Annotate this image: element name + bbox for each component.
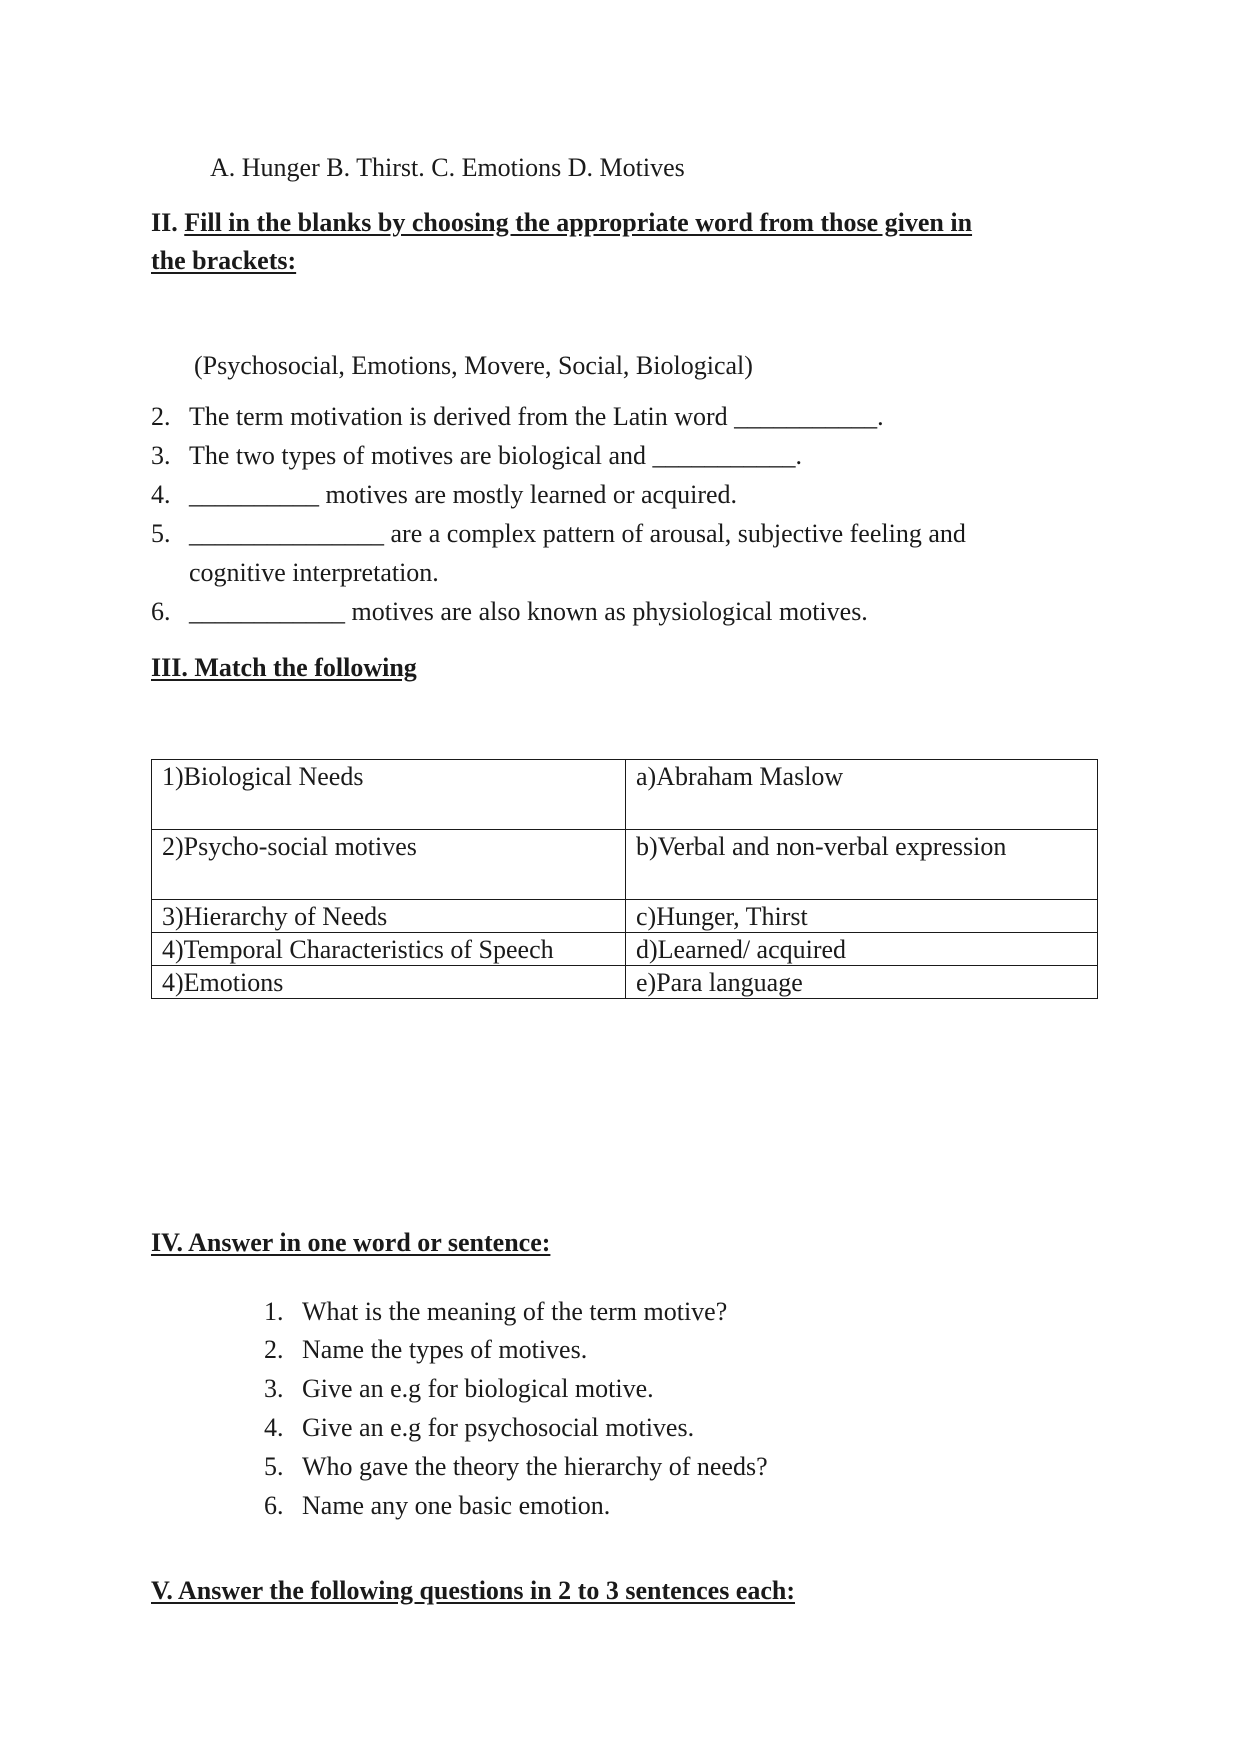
section-2-title-line2: the brackets: <box>151 246 297 275</box>
match-left-cell: 1)Biological Needs <box>152 760 626 830</box>
item-number: 3. <box>151 441 171 470</box>
section-2-title-line1: Fill in the blanks by choosing the appropriate word from those given in <box>184 208 973 237</box>
match-left-cell: 2)Psycho-social motives <box>152 830 626 900</box>
table-row <box>152 760 1098 830</box>
word-bank: (Psychosocial, Emotions, Movere, Social, Biological) <box>194 351 753 380</box>
fill-blank-text: The term motivation is derived from the Latin word ___________. <box>189 402 884 431</box>
section-2-number: II. <box>151 208 178 237</box>
list-item-number: 1. <box>264 1297 284 1326</box>
match-table <box>151 759 1098 999</box>
match-right-cell: b)Verbal and non-verbal expression <box>626 830 1098 900</box>
match-right-cell: e)Para language <box>626 966 1098 999</box>
match-left-cell: 4)Emotions <box>152 966 626 999</box>
table-row <box>152 933 1098 966</box>
match-right-cell: a)Abraham Maslow <box>626 760 1098 830</box>
fill-blank-item <box>151 519 171 549</box>
fill-blank-text: The two types of motives are biological and ___________. <box>189 441 803 470</box>
item-number: 6. <box>151 597 171 626</box>
match-left-cell: 3)Hierarchy of Needs <box>152 900 626 933</box>
item-number: 5. <box>151 519 171 548</box>
list-item-number: 6. <box>264 1491 284 1520</box>
item-number: 4. <box>151 480 171 509</box>
fill-blank-item <box>151 480 171 510</box>
match-right-cell: d)Learned/ acquired <box>626 933 1098 966</box>
list-item: Name the types of motives. <box>302 1335 588 1364</box>
list-item-number: 2. <box>264 1335 284 1364</box>
table-row <box>152 966 1098 999</box>
fill-blank-item <box>151 597 171 627</box>
fill-blank-text-continued: cognitive interpretation. <box>189 558 439 587</box>
fill-blank-text: _______________ are a complex pattern of arousal, subjective feeling and <box>189 519 966 548</box>
fill-blank-text: __________ motives are mostly learned or acquired. <box>189 480 738 509</box>
list-item: Who gave the theory the hierarchy of needs? <box>302 1452 768 1481</box>
section-4-heading: IV. Answer in one word or sentence: <box>151 1228 551 1257</box>
table-row <box>152 830 1098 900</box>
section-2-heading <box>151 207 972 238</box>
fill-blank-item <box>151 441 171 471</box>
match-left-cell: 4)Temporal Characteristics of Speech <box>152 933 626 966</box>
list-item-number: 4. <box>264 1413 284 1442</box>
mcq-options-line: A. Hunger B. Thirst. C. Emotions D. Motives <box>210 153 685 182</box>
list-item: Give an e.g for biological motive. <box>302 1374 654 1403</box>
fill-blank-item <box>151 402 171 432</box>
list-item: Give an e.g for psychosocial motives. <box>302 1413 695 1442</box>
match-right-cell: c)Hunger, Thirst <box>626 900 1098 933</box>
fill-blank-text: ____________ motives are also known as physiological motives. <box>189 597 868 626</box>
list-item-number: 5. <box>264 1452 284 1481</box>
table-row <box>152 900 1098 933</box>
list-item-number: 3. <box>264 1374 284 1403</box>
section-5-heading: V. Answer the following questions in 2 to 3 sentences each: <box>151 1576 796 1605</box>
list-item: Name any one basic emotion. <box>302 1491 611 1520</box>
item-number: 2. <box>151 402 171 431</box>
section-3-heading: III. Match the following <box>151 653 417 682</box>
list-item: What is the meaning of the term motive? <box>302 1297 728 1326</box>
